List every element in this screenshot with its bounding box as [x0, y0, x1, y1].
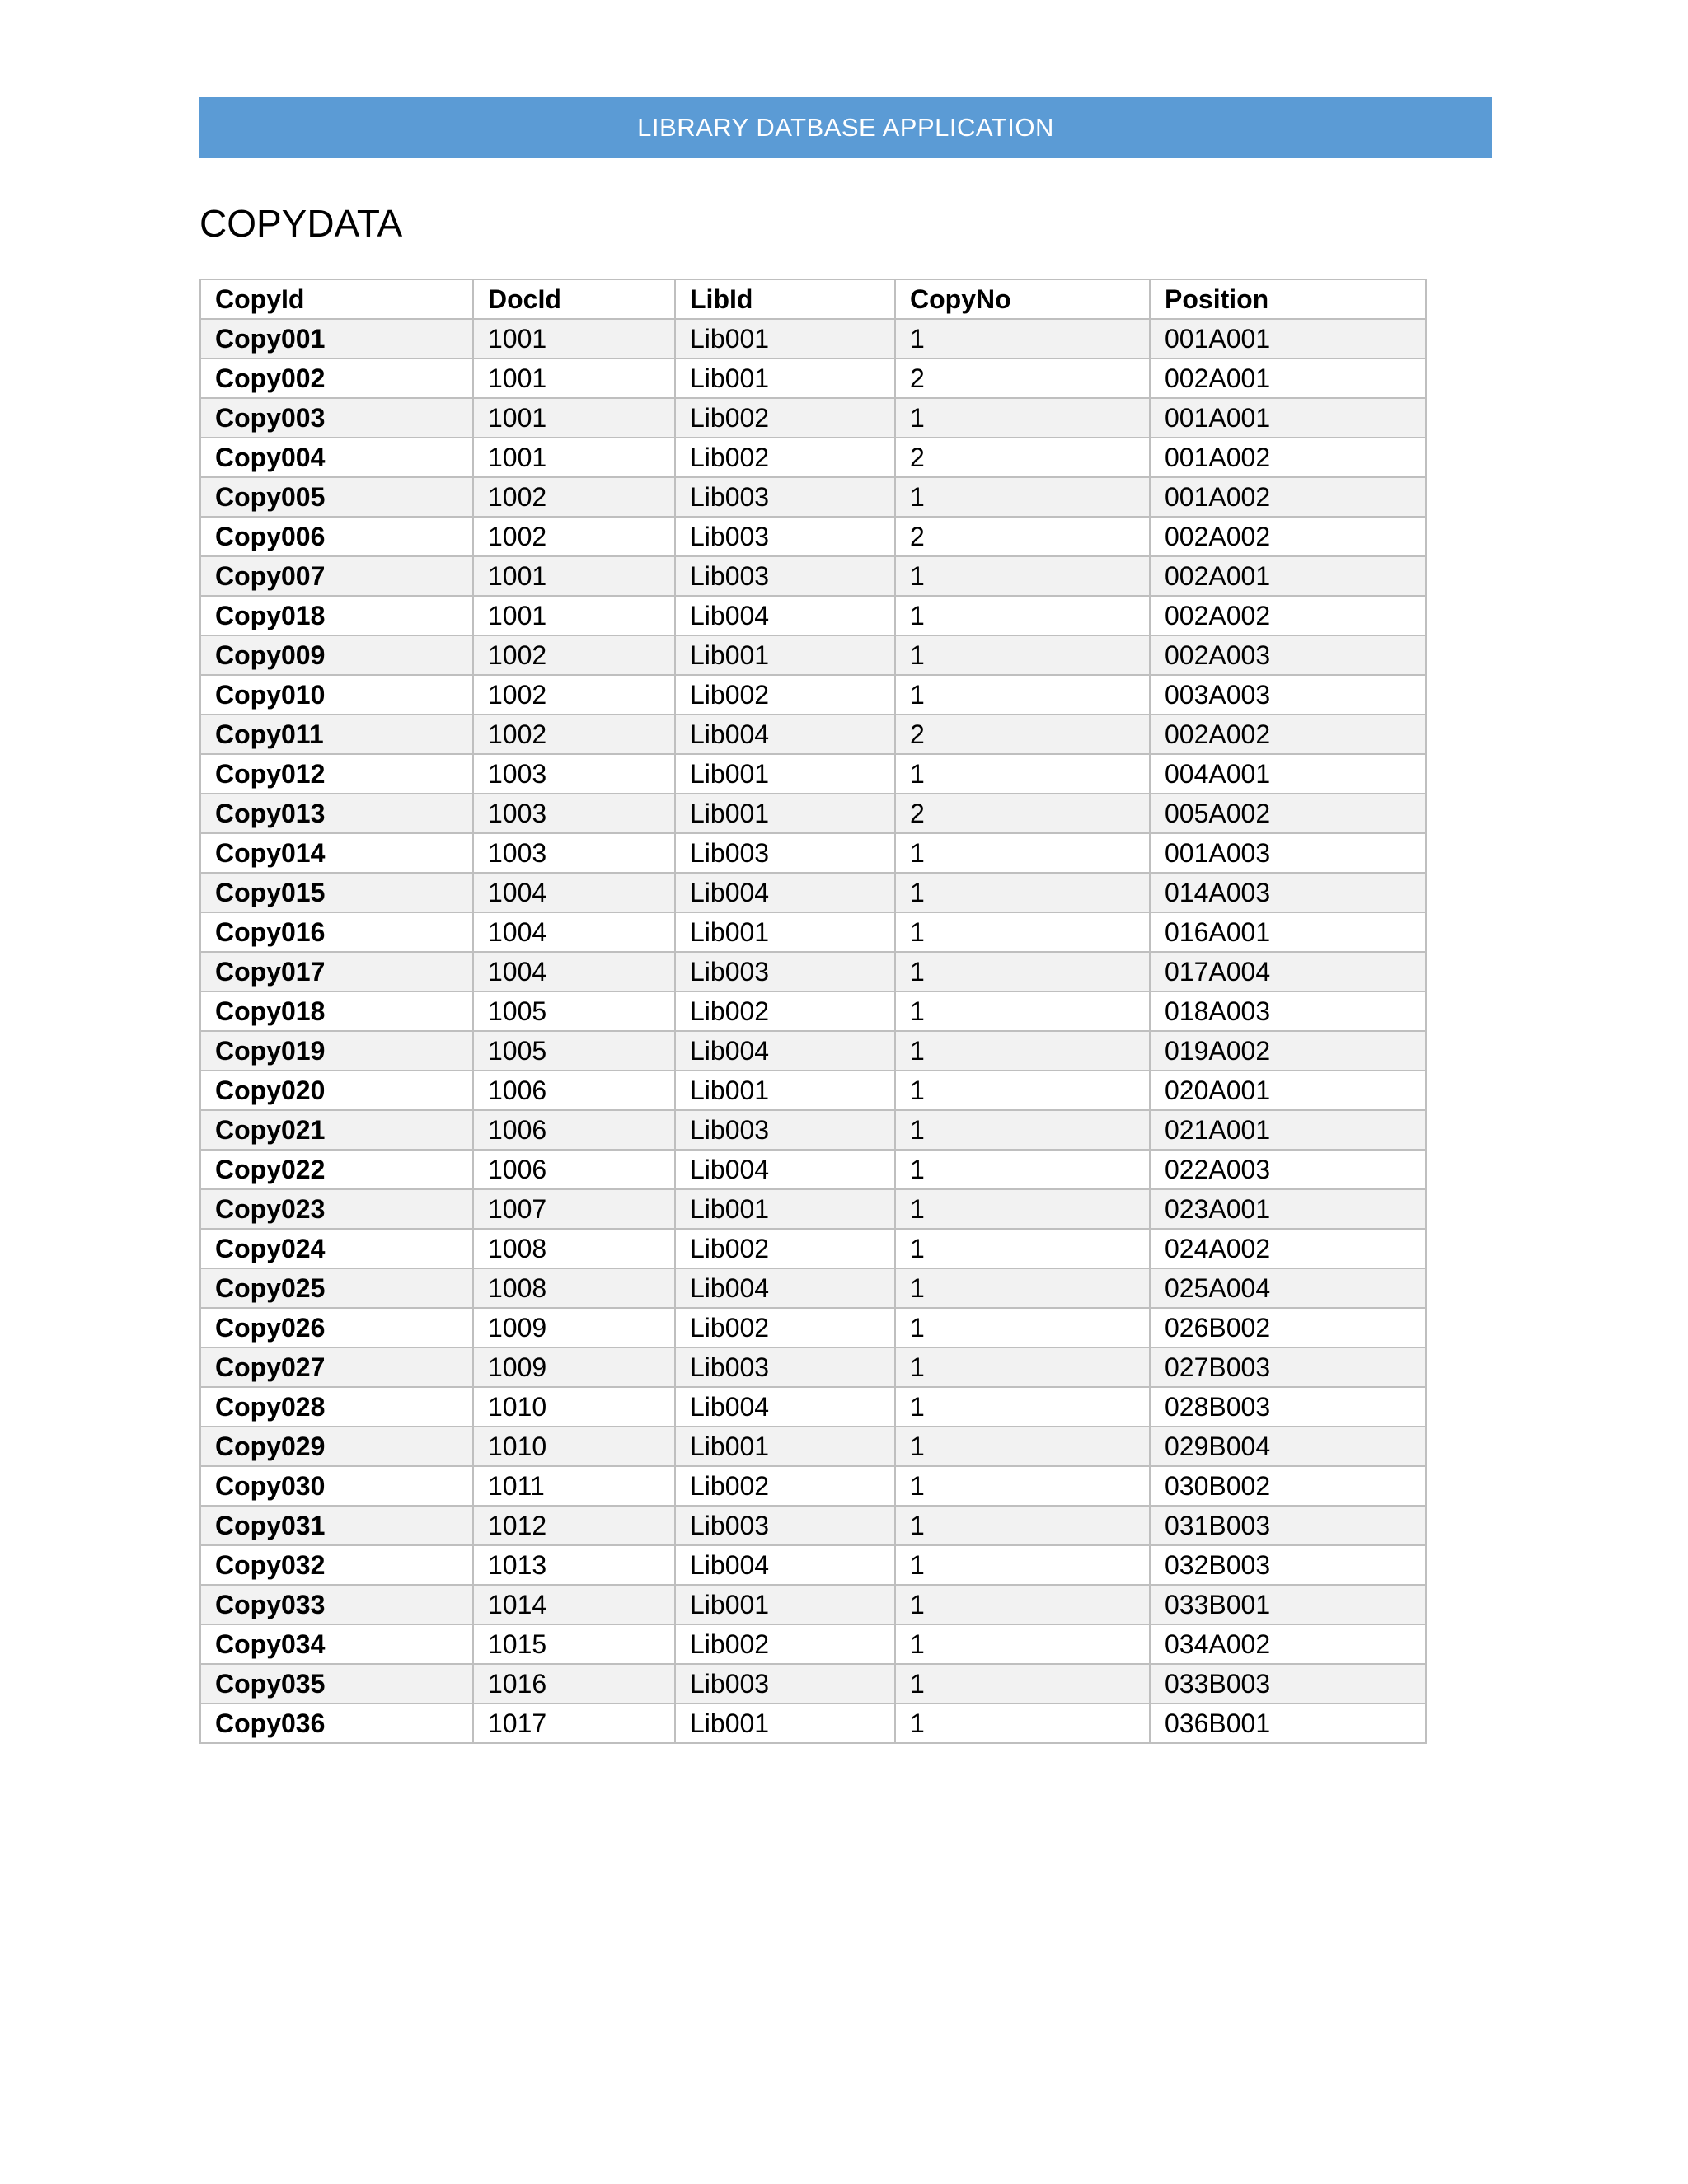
docid-cell: 1004 [473, 912, 675, 952]
table-row [200, 556, 1426, 596]
docid-cell: 1008 [473, 1268, 675, 1308]
copyno-cell: 1 [895, 1545, 1150, 1585]
table-row [200, 952, 1426, 991]
header-bar [199, 97, 1492, 158]
table-row [200, 1585, 1426, 1624]
column-header-position: Position [1150, 279, 1426, 319]
libid-cell: Lib002 [675, 1308, 895, 1347]
libid-cell: Lib003 [675, 1110, 895, 1150]
copyid-cell: Copy011 [200, 715, 473, 754]
position-cell: 002A003 [1150, 635, 1426, 675]
libid-cell: Lib002 [675, 1624, 895, 1664]
copyno-cell: 1 [895, 1506, 1150, 1545]
libid-cell: Lib004 [675, 1268, 895, 1308]
copyno-cell: 1 [895, 1624, 1150, 1664]
table-row [200, 1466, 1426, 1506]
table-row [200, 1308, 1426, 1347]
table-row [200, 1506, 1426, 1545]
table-row [200, 991, 1426, 1031]
libid-cell: Lib004 [675, 1031, 895, 1071]
table-body [200, 319, 1426, 1743]
copyid-cell: Copy016 [200, 912, 473, 952]
position-cell: 001A002 [1150, 477, 1426, 517]
table-row [200, 477, 1426, 517]
libid-cell: Lib003 [675, 952, 895, 991]
libid-cell: Lib001 [675, 1704, 895, 1743]
copyid-cell: Copy036 [200, 1704, 473, 1743]
position-cell: 014A003 [1150, 873, 1426, 912]
copyno-cell: 1 [895, 1189, 1150, 1229]
copyid-cell: Copy018 [200, 596, 473, 635]
libid-cell: Lib004 [675, 596, 895, 635]
table-row [200, 635, 1426, 675]
docid-cell: 1010 [473, 1427, 675, 1466]
libid-cell: Lib004 [675, 1150, 895, 1189]
position-cell: 021A001 [1150, 1110, 1426, 1150]
libid-cell: Lib002 [675, 398, 895, 438]
libid-cell: Lib002 [675, 1229, 895, 1268]
copyno-cell: 1 [895, 675, 1150, 715]
libid-cell: Lib002 [675, 991, 895, 1031]
table-row [200, 398, 1426, 438]
copyid-cell: Copy033 [200, 1585, 473, 1624]
copyno-cell: 1 [895, 319, 1150, 359]
docid-cell: 1016 [473, 1664, 675, 1704]
copyno-cell: 2 [895, 438, 1150, 477]
position-cell: 023A001 [1150, 1189, 1426, 1229]
docid-cell: 1014 [473, 1585, 675, 1624]
section-title: COPYDATA [199, 202, 403, 245]
table-row [200, 833, 1426, 873]
copyid-cell: Copy015 [200, 873, 473, 912]
position-cell: 001A002 [1150, 438, 1426, 477]
copyid-cell: Copy031 [200, 1506, 473, 1545]
libid-cell: Lib003 [675, 1664, 895, 1704]
copyid-cell: Copy009 [200, 635, 473, 675]
libid-cell: Lib003 [675, 556, 895, 596]
table-row [200, 715, 1426, 754]
copyid-cell: Copy023 [200, 1189, 473, 1229]
libid-cell: Lib001 [675, 1427, 895, 1466]
table-row [200, 873, 1426, 912]
copyid-cell: Copy020 [200, 1071, 473, 1110]
copyno-cell: 2 [895, 359, 1150, 398]
copyid-cell: Copy005 [200, 477, 473, 517]
copyno-cell: 1 [895, 1150, 1150, 1189]
copyid-cell: Copy017 [200, 952, 473, 991]
libid-cell: Lib001 [675, 319, 895, 359]
libid-cell: Lib002 [675, 675, 895, 715]
table-row [200, 754, 1426, 794]
copyno-cell: 1 [895, 1308, 1150, 1347]
docid-cell: 1001 [473, 596, 675, 635]
docid-cell: 1011 [473, 1466, 675, 1506]
docid-cell: 1006 [473, 1150, 675, 1189]
docid-cell: 1013 [473, 1545, 675, 1585]
position-cell: 004A001 [1150, 754, 1426, 794]
copyno-cell: 1 [895, 991, 1150, 1031]
docid-cell: 1002 [473, 675, 675, 715]
table-row [200, 596, 1426, 635]
copyid-cell: Copy004 [200, 438, 473, 477]
copyno-cell: 1 [895, 477, 1150, 517]
copyno-cell: 1 [895, 912, 1150, 952]
position-cell: 020A001 [1150, 1071, 1426, 1110]
position-cell: 029B004 [1150, 1427, 1426, 1466]
docid-cell: 1006 [473, 1071, 675, 1110]
docid-cell: 1008 [473, 1229, 675, 1268]
libid-cell: Lib004 [675, 873, 895, 912]
position-cell: 002A002 [1150, 517, 1426, 556]
docid-cell: 1017 [473, 1704, 675, 1743]
copyno-cell: 2 [895, 715, 1150, 754]
table-row [200, 517, 1426, 556]
docid-cell: 1005 [473, 991, 675, 1031]
table-row [200, 319, 1426, 359]
table-row [200, 1150, 1426, 1189]
column-header-libid: LibId [675, 279, 895, 319]
position-cell: 028B003 [1150, 1387, 1426, 1427]
copyid-cell: Copy018 [200, 991, 473, 1031]
position-cell: 017A004 [1150, 952, 1426, 991]
table-row [200, 912, 1426, 952]
copyid-cell: Copy027 [200, 1347, 473, 1387]
copyno-cell: 1 [895, 398, 1150, 438]
copyno-cell: 1 [895, 1229, 1150, 1268]
position-cell: 034A002 [1150, 1624, 1426, 1664]
position-cell: 030B002 [1150, 1466, 1426, 1506]
docid-cell: 1004 [473, 952, 675, 991]
libid-cell: Lib001 [675, 359, 895, 398]
position-cell: 033B003 [1150, 1664, 1426, 1704]
docid-cell: 1003 [473, 754, 675, 794]
docid-cell: 1001 [473, 319, 675, 359]
copyno-cell: 1 [895, 1031, 1150, 1071]
position-cell: 016A001 [1150, 912, 1426, 952]
copyid-cell: Copy019 [200, 1031, 473, 1071]
table-row [200, 1110, 1426, 1150]
copyid-cell: Copy025 [200, 1268, 473, 1308]
copyno-cell: 2 [895, 794, 1150, 833]
position-cell: 027B003 [1150, 1347, 1426, 1387]
table-row [200, 1031, 1426, 1071]
docid-cell: 1006 [473, 1110, 675, 1150]
position-cell: 001A003 [1150, 833, 1426, 873]
copyno-cell: 1 [895, 635, 1150, 675]
libid-cell: Lib004 [675, 715, 895, 754]
libid-cell: Lib003 [675, 833, 895, 873]
position-cell: 026B002 [1150, 1308, 1426, 1347]
position-cell: 022A003 [1150, 1150, 1426, 1189]
position-cell: 002A001 [1150, 359, 1426, 398]
copyid-cell: Copy003 [200, 398, 473, 438]
docid-cell: 1009 [473, 1308, 675, 1347]
libid-cell: Lib001 [675, 1071, 895, 1110]
libid-cell: Lib004 [675, 1545, 895, 1585]
table-row [200, 1189, 1426, 1229]
table-header-row [200, 279, 1426, 319]
copydata-table [199, 279, 1427, 1744]
table-row [200, 1229, 1426, 1268]
table-row [200, 1545, 1426, 1585]
docid-cell: 1003 [473, 794, 675, 833]
copyid-cell: Copy032 [200, 1545, 473, 1585]
copyid-cell: Copy028 [200, 1387, 473, 1427]
column-header-copyid: CopyId [200, 279, 473, 319]
table-row [200, 359, 1426, 398]
libid-cell: Lib001 [675, 754, 895, 794]
libid-cell: Lib003 [675, 1347, 895, 1387]
libid-cell: Lib001 [675, 794, 895, 833]
copyid-cell: Copy035 [200, 1664, 473, 1704]
docid-cell: 1002 [473, 715, 675, 754]
docid-cell: 1002 [473, 517, 675, 556]
position-cell: 002A002 [1150, 596, 1426, 635]
table-row [200, 1427, 1426, 1466]
docid-cell: 1002 [473, 477, 675, 517]
copyno-cell: 1 [895, 873, 1150, 912]
column-header-docid: DocId [473, 279, 675, 319]
docid-cell: 1001 [473, 556, 675, 596]
position-cell: 002A002 [1150, 715, 1426, 754]
table-row [200, 675, 1426, 715]
copyno-cell: 1 [895, 952, 1150, 991]
position-cell: 033B001 [1150, 1585, 1426, 1624]
docid-cell: 1007 [473, 1189, 675, 1229]
libid-cell: Lib004 [675, 1387, 895, 1427]
copyid-cell: Copy024 [200, 1229, 473, 1268]
docid-cell: 1001 [473, 438, 675, 477]
position-cell: 001A001 [1150, 398, 1426, 438]
libid-cell: Lib001 [675, 1189, 895, 1229]
position-cell: 036B001 [1150, 1704, 1426, 1743]
table-row [200, 1704, 1426, 1743]
position-cell: 003A003 [1150, 675, 1426, 715]
position-cell: 031B003 [1150, 1506, 1426, 1545]
libid-cell: Lib002 [675, 438, 895, 477]
position-cell: 018A003 [1150, 991, 1426, 1031]
copyno-cell: 1 [895, 1704, 1150, 1743]
copyid-cell: Copy029 [200, 1427, 473, 1466]
copyno-cell: 1 [895, 1347, 1150, 1387]
docid-cell: 1003 [473, 833, 675, 873]
copyno-cell: 1 [895, 754, 1150, 794]
table-row [200, 438, 1426, 477]
copyno-cell: 1 [895, 1110, 1150, 1150]
docid-cell: 1010 [473, 1387, 675, 1427]
docid-cell: 1001 [473, 359, 675, 398]
copyno-cell: 1 [895, 596, 1150, 635]
copyid-cell: Copy010 [200, 675, 473, 715]
copyid-cell: Copy007 [200, 556, 473, 596]
docid-cell: 1004 [473, 873, 675, 912]
docid-cell: 1009 [473, 1347, 675, 1387]
copyno-cell: 1 [895, 1268, 1150, 1308]
copyid-cell: Copy006 [200, 517, 473, 556]
libid-cell: Lib001 [675, 635, 895, 675]
copyno-cell: 1 [895, 1427, 1150, 1466]
position-cell: 024A002 [1150, 1229, 1426, 1268]
copyno-cell: 2 [895, 517, 1150, 556]
position-cell: 001A001 [1150, 319, 1426, 359]
copyno-cell: 1 [895, 1585, 1150, 1624]
docid-cell: 1002 [473, 635, 675, 675]
table-row [200, 1387, 1426, 1427]
table-row [200, 1624, 1426, 1664]
copyid-cell: Copy034 [200, 1624, 473, 1664]
copyno-cell: 1 [895, 556, 1150, 596]
libid-cell: Lib001 [675, 912, 895, 952]
copyid-cell: Copy012 [200, 754, 473, 794]
table-row [200, 1268, 1426, 1308]
libid-cell: Lib003 [675, 1506, 895, 1545]
position-cell: 002A001 [1150, 556, 1426, 596]
copyid-cell: Copy014 [200, 833, 473, 873]
copyno-cell: 1 [895, 1387, 1150, 1427]
docid-cell: 1001 [473, 398, 675, 438]
position-cell: 019A002 [1150, 1031, 1426, 1071]
table-row [200, 1664, 1426, 1704]
copyid-cell: Copy002 [200, 359, 473, 398]
position-cell: 032B003 [1150, 1545, 1426, 1585]
table-row [200, 1347, 1426, 1387]
copyno-cell: 1 [895, 1664, 1150, 1704]
libid-cell: Lib003 [675, 477, 895, 517]
copyid-cell: Copy022 [200, 1150, 473, 1189]
position-cell: 025A004 [1150, 1268, 1426, 1308]
docid-cell: 1005 [473, 1031, 675, 1071]
copyid-cell: Copy001 [200, 319, 473, 359]
libid-cell: Lib002 [675, 1466, 895, 1506]
libid-cell: Lib003 [675, 517, 895, 556]
table-row [200, 794, 1426, 833]
libid-cell: Lib001 [675, 1585, 895, 1624]
docid-cell: 1012 [473, 1506, 675, 1545]
copyno-cell: 1 [895, 833, 1150, 873]
copyid-cell: Copy013 [200, 794, 473, 833]
copyid-cell: Copy026 [200, 1308, 473, 1347]
copyno-cell: 1 [895, 1071, 1150, 1110]
header-title: LIBRARY DATBASE APPLICATION [637, 113, 1054, 142]
copyid-cell: Copy021 [200, 1110, 473, 1150]
docid-cell: 1015 [473, 1624, 675, 1664]
copyid-cell: Copy030 [200, 1466, 473, 1506]
copyno-cell: 1 [895, 1466, 1150, 1506]
table-row [200, 1071, 1426, 1110]
column-header-copyno: CopyNo [895, 279, 1150, 319]
position-cell: 005A002 [1150, 794, 1426, 833]
